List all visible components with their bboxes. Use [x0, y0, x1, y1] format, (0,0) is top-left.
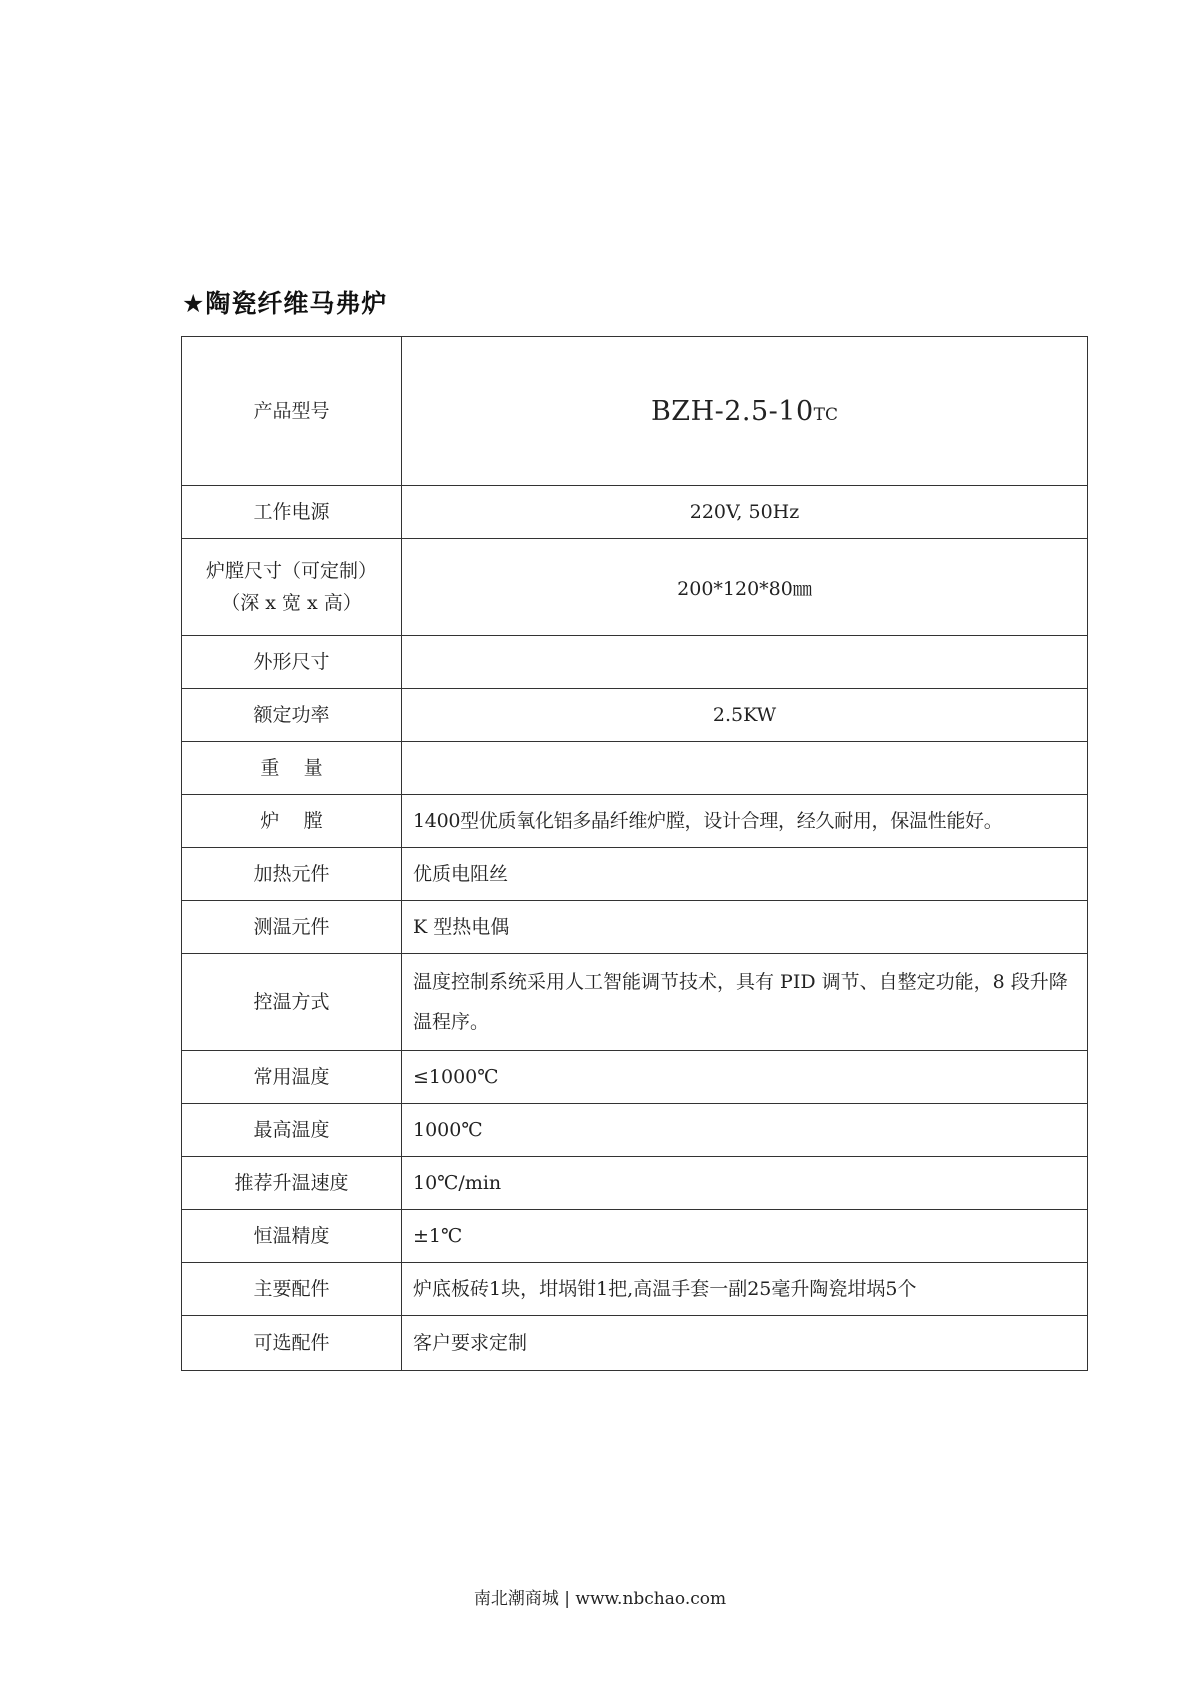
row-label: 恒温精度 [182, 1210, 402, 1263]
row-value: 10℃/min [402, 1157, 1088, 1210]
row-value: 2.5KW [402, 689, 1088, 742]
table-row-temp-control [182, 954, 1088, 1051]
table-row-model [182, 337, 1088, 486]
row-label: 控温方式 [182, 954, 402, 1051]
row-value: 1000℃ [402, 1104, 1088, 1157]
page-title: ★陶瓷纤维马弗炉 [182, 289, 388, 318]
row-value: K 型热电偶 [402, 901, 1088, 954]
row-label: 重 量 [182, 742, 402, 795]
table-row-power-supply [182, 486, 1088, 539]
table-row-max-temp [182, 1104, 1088, 1157]
table-row-main-accessories [182, 1263, 1088, 1316]
row-label: 炉 膛 [182, 795, 402, 848]
table-row-sensor [182, 901, 1088, 954]
row-label: 可选配件 [182, 1316, 402, 1371]
table-row-heating-rate [182, 1157, 1088, 1210]
table-row-rated-power [182, 689, 1088, 742]
row-label: 外形尺寸 [182, 636, 402, 689]
row-label [182, 539, 402, 636]
row-label: 测温元件 [182, 901, 402, 954]
row-label: 主要配件 [182, 1263, 402, 1316]
footer-text: 南北潮商城 | www.nbchao.com [473, 1589, 727, 1609]
table-row-optional-accessories [182, 1316, 1088, 1371]
row-label: 常用温度 [182, 1051, 402, 1104]
row-value: ≤1000℃ [402, 1051, 1088, 1104]
row-label: 工作电源 [182, 486, 402, 539]
spec-table [181, 336, 1088, 1371]
table-row-weight [182, 742, 1088, 795]
row-label-line2: （深 x 宽 x 高） [221, 592, 362, 614]
row-value [402, 636, 1088, 689]
row-value: 220V, 50Hz [402, 486, 1088, 539]
table-row-working-temp [182, 1051, 1088, 1104]
row-value: 1400型优质氧化铝多晶纤维炉膛，设计合理，经久耐用，保温性能好。 [402, 795, 1088, 848]
row-value: 炉底板砖1块，坩埚钳1把,高温手套一副25毫升陶瓷坩埚5个 [402, 1263, 1088, 1316]
row-value [402, 742, 1088, 795]
table-row-heating-element [182, 848, 1088, 901]
model-value [402, 337, 1088, 486]
table-row-chamber-size [182, 539, 1088, 636]
row-value: 优质电阻丝 [402, 848, 1088, 901]
table-row-chamber [182, 795, 1088, 848]
row-label: 额定功率 [182, 689, 402, 742]
table-row-outer-size [182, 636, 1088, 689]
row-value: 温度控制系统采用人工智能调节技术，具有 PID 调节、自整定功能，8 段升降温程序。 [402, 954, 1088, 1051]
model-suffix: TC [813, 404, 839, 425]
row-value: ±1℃ [402, 1210, 1088, 1263]
row-label: 最高温度 [182, 1104, 402, 1157]
row-label-line1: 炉膛尺寸（可定制） [205, 560, 377, 582]
row-label: 推荐升温速度 [182, 1157, 402, 1210]
row-value: 200*120*80㎜ [402, 539, 1088, 636]
model-number: BZH-2.5-10 [650, 395, 814, 427]
table-row-accuracy [182, 1210, 1088, 1263]
row-value: 客户要求定制 [402, 1316, 1088, 1371]
row-label: 加热元件 [182, 848, 402, 901]
model-label: 产品型号 [182, 337, 402, 486]
